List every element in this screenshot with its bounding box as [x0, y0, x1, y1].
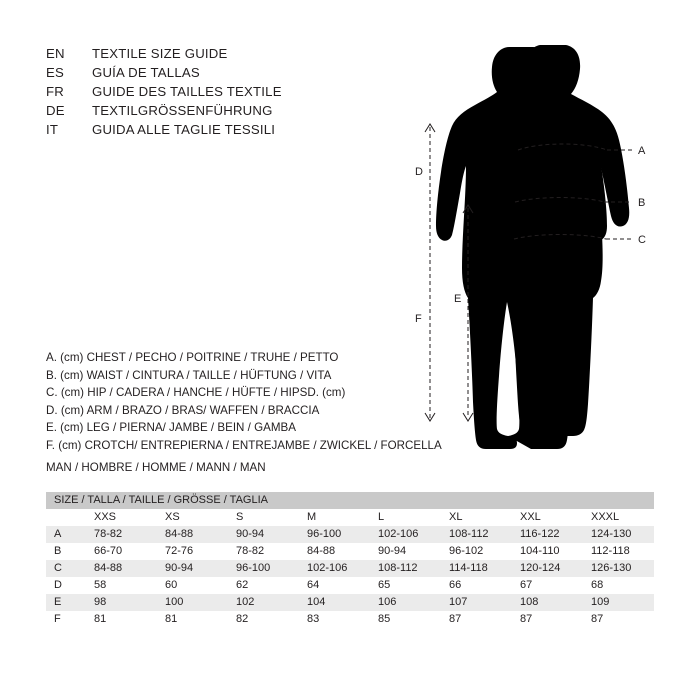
cell-f-xl: 87 — [441, 611, 512, 628]
col-xl: XL — [441, 509, 512, 526]
legend-item-c: C. (cm) HIP / CADERA / HANCHE / HÜFTE / HIPSD. (cm) — [46, 386, 346, 400]
col-m: M — [299, 509, 370, 526]
cell-e-xxxl: 109 — [583, 594, 654, 611]
callout-a: A — [638, 145, 646, 157]
cell-c-m: 102-106 — [299, 560, 370, 577]
cell-a-xxl: 116-122 — [512, 526, 583, 543]
row-label-b: B — [46, 543, 86, 560]
row-label-a: A — [46, 526, 86, 543]
cell-e-xs: 100 — [157, 594, 228, 611]
cell-a-s: 90-94 — [228, 526, 299, 543]
cell-b-l: 90-94 — [370, 543, 441, 560]
cell-a-l: 102-106 — [370, 526, 441, 543]
cell-b-xs: 72-76 — [157, 543, 228, 560]
cell-f-xxxl: 87 — [583, 611, 654, 628]
table-header-label: SIZE / TALLA / TAILLE / GRÖSSE / TAGLIA — [46, 492, 654, 509]
cell-c-xxs: 84-88 — [86, 560, 157, 577]
cell-c-xxxl: 126-130 — [583, 560, 654, 577]
table-row — [46, 594, 654, 611]
table-row — [46, 526, 654, 543]
table-columns-row — [46, 509, 654, 526]
table-row — [46, 543, 654, 560]
table-row — [46, 560, 654, 577]
cell-d-xxxl: 68 — [583, 577, 654, 594]
language-code: DE — [46, 103, 65, 118]
cell-a-xs: 84-88 — [157, 526, 228, 543]
cell-d-xl: 66 — [441, 577, 512, 594]
cell-c-xxl: 120-124 — [512, 560, 583, 577]
col-xxxl: XXXL — [583, 509, 654, 526]
cell-b-s: 78-82 — [228, 543, 299, 560]
cell-e-s: 102 — [228, 594, 299, 611]
language-title: TEXTILGRÖSSENFÜHRUNG — [92, 103, 273, 118]
language-row — [46, 120, 376, 139]
cell-d-xs: 60 — [157, 577, 228, 594]
language-row — [46, 63, 376, 82]
cell-f-s: 82 — [228, 611, 299, 628]
cell-d-xxl: 67 — [512, 577, 583, 594]
cell-a-xl: 108-112 — [441, 526, 512, 543]
callout-d: D — [415, 166, 423, 178]
language-code: FR — [46, 84, 64, 99]
language-code: ES — [46, 65, 64, 80]
cell-d-l: 65 — [370, 577, 441, 594]
col-s: S — [228, 509, 299, 526]
legend-item-d: D. (cm) ARM / BRAZO / BRAS/ WAFFEN / BRACCIA — [46, 403, 320, 417]
table-row — [46, 577, 654, 594]
cell-a-xxs: 78-82 — [86, 526, 157, 543]
language-title: GUÍA DE TALLAS — [92, 65, 200, 80]
callout-b: B — [638, 197, 646, 209]
legend-item-f: F. (cm) CROTCH/ ENTREPIERNA / ENTREJAMBE / ZWICKEL / FORCELLA — [46, 438, 442, 452]
cell-e-l: 106 — [370, 594, 441, 611]
language-title: TEXTILE SIZE GUIDE — [92, 46, 228, 61]
cell-d-m: 64 — [299, 577, 370, 594]
language-title: GUIDA ALLE TAGLIE TESSILI — [92, 122, 276, 137]
legend-item-b: B. (cm) WAIST / CINTURA / TAILLE / HÜFTUNG / VITA — [46, 368, 332, 382]
cell-e-xl: 107 — [441, 594, 512, 611]
cell-a-m: 96-100 — [299, 526, 370, 543]
cell-b-xxl: 104-110 — [512, 543, 583, 560]
cell-f-xs: 81 — [157, 611, 228, 628]
callout-e: E — [454, 293, 462, 305]
legend-item-e: E. (cm) LEG / PIERNA/ JAMBE / BEIN / GAMBA — [46, 421, 296, 435]
cell-f-xxs: 81 — [86, 611, 157, 628]
cell-b-xxs: 66-70 — [86, 543, 157, 560]
language-title: GUIDE DES TAILLES TEXTILE — [92, 84, 282, 99]
size-table — [46, 492, 654, 628]
language-code: EN — [46, 46, 65, 61]
corner-cell — [46, 509, 86, 526]
cell-f-m: 83 — [299, 611, 370, 628]
cell-b-xl: 96-102 — [441, 543, 512, 560]
cell-d-s: 62 — [228, 577, 299, 594]
cell-e-m: 104 — [299, 594, 370, 611]
col-xxs: XXS — [86, 509, 157, 526]
col-xs: XS — [157, 509, 228, 526]
row-label-f: F — [46, 611, 86, 628]
cell-d-xxs: 58 — [86, 577, 157, 594]
col-xxl: XXL — [512, 509, 583, 526]
cell-c-xl: 114-118 — [441, 560, 512, 577]
cell-b-xxxl: 112-118 — [583, 543, 654, 560]
silhouette-svg — [410, 30, 680, 460]
table-header-row — [46, 492, 654, 509]
gender-label: MAN / HOMBRE / HOMME / MANN / MAN — [46, 461, 266, 474]
measurement-legend — [46, 349, 466, 455]
language-title-block — [46, 44, 376, 139]
language-row — [46, 82, 376, 101]
cell-f-l: 85 — [370, 611, 441, 628]
language-code: IT — [46, 122, 59, 137]
cell-e-xxs: 98 — [86, 594, 157, 611]
cell-a-xxxl: 124-130 — [583, 526, 654, 543]
row-label-d: D — [46, 577, 86, 594]
cell-e-xxl: 108 — [512, 594, 583, 611]
cell-f-xxl: 87 — [512, 611, 583, 628]
row-label-e: E — [46, 594, 86, 611]
language-row — [46, 101, 376, 120]
figure-diagram — [410, 30, 680, 460]
callout-f: F — [415, 313, 422, 325]
cell-b-m: 84-88 — [299, 543, 370, 560]
col-l: L — [370, 509, 441, 526]
size-table-wrap — [46, 492, 654, 628]
callout-c: C — [638, 234, 646, 246]
legend-item-a: A. (cm) CHEST / PECHO / POITRINE / TRUHE / PETTO — [46, 351, 339, 364]
row-label-c: C — [46, 560, 86, 577]
cell-c-s: 96-100 — [228, 560, 299, 577]
language-row — [46, 44, 376, 63]
cell-c-xs: 90-94 — [157, 560, 228, 577]
cell-c-l: 108-112 — [370, 560, 441, 577]
table-row — [46, 611, 654, 628]
